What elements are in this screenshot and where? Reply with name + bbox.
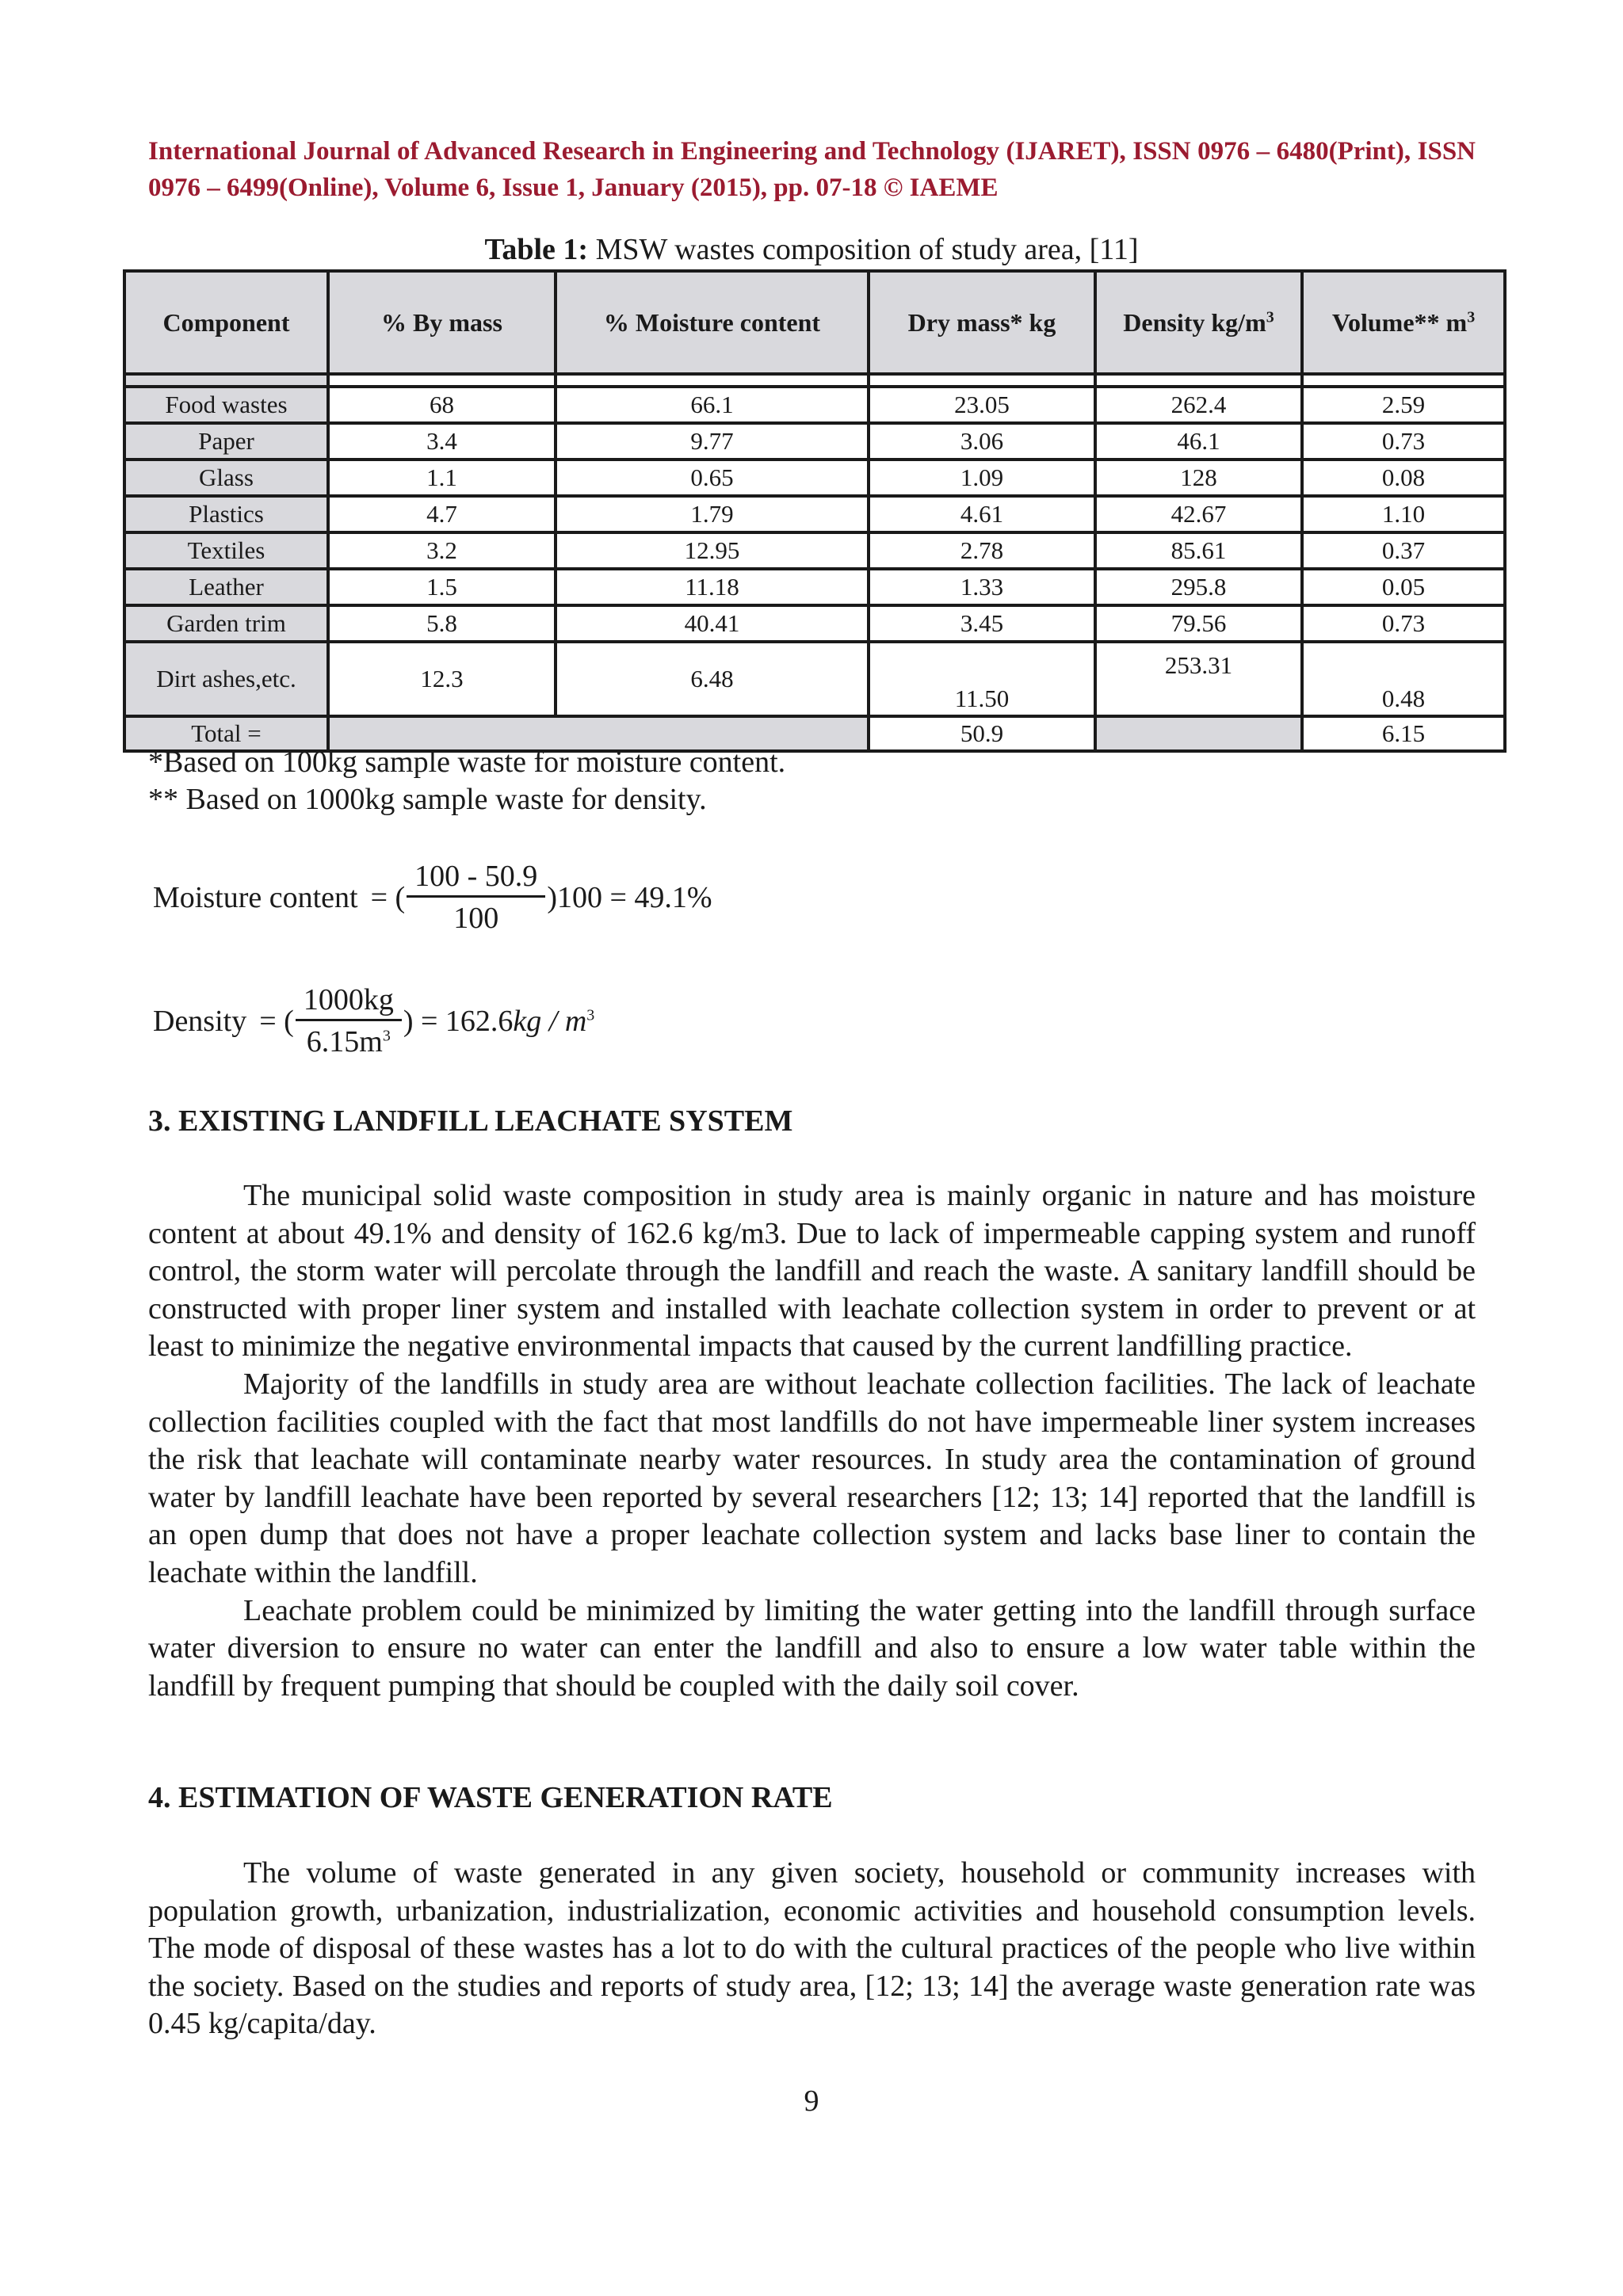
formula-denominator: 100 bbox=[453, 902, 499, 935]
cell-by-mass: 3.2 bbox=[328, 532, 556, 569]
cell-moisture: 12.95 bbox=[556, 532, 869, 569]
total-label: Total = bbox=[124, 716, 328, 751]
formula-denominator: $6.15m^3$ bbox=[306, 1025, 391, 1058]
page-number: 9 bbox=[804, 2084, 819, 2118]
journal-header: International Journal of Advanced Research in Engineering and Technology (IJARET), ISSN 0976 – 6480(Print), ISSN 0976 – 6499(Online), Volume 6, Issue 1, January (2015), pp. 07-18 © IAEME bbox=[148, 137, 1476, 202]
cell-dry-mass: 23.05 bbox=[869, 387, 1095, 423]
table-row bbox=[124, 387, 1505, 423]
table-caption bbox=[0, 231, 1623, 268]
header-dry-mass: Dry mass* kg bbox=[869, 271, 1095, 374]
cell-volume: 0.48 bbox=[1302, 642, 1505, 716]
cell-volume: 0.08 bbox=[1302, 460, 1505, 496]
header-component: Component bbox=[124, 271, 328, 374]
cell-by-mass: 4.7 bbox=[328, 496, 556, 532]
section-4-body bbox=[148, 1855, 1476, 2043]
composition-table bbox=[123, 269, 1507, 753]
paragraph: Majority of the landfills in study area are without leachate collection facilities. The lack of leachate collection facilities coupled with the fact that most landfills do not have impermeable liner system increases the risk that leachate will contaminate nearby water resources. In study area the contamination of ground water by landfill leachate have been reported by several researchers [12; 13; 14] reported that the landfill is an open dump that does not have a proper leachate collection system and lacks base liner to contain the leachate within the landfill. bbox=[148, 1367, 1476, 1589]
total-volume: 6.15 bbox=[1302, 716, 1505, 751]
cell-component: Garden trim bbox=[124, 605, 328, 642]
table-spacer-row bbox=[124, 374, 1505, 387]
table-row bbox=[124, 569, 1505, 605]
table-row bbox=[124, 605, 1505, 642]
cell-by-mass: 1.5 bbox=[328, 569, 556, 605]
cell-density: 79.56 bbox=[1095, 605, 1302, 642]
cell-by-mass: 12.3 bbox=[328, 642, 556, 716]
cell-dry-mass: 1.09 bbox=[869, 460, 1095, 496]
cell-volume: 1.10 bbox=[1302, 496, 1505, 532]
cell-density: 262.4 bbox=[1095, 387, 1302, 423]
formula-rhs: ) = $162.6kg / m^3$ bbox=[403, 1004, 595, 1038]
total-density-empty bbox=[1095, 716, 1302, 751]
paragraph: Leachate problem could be minimized by limiting the water getting into the landfill through surface water diversion to ensure no water can enter the landfill and also to ensure a low water table within the landfill by frequent pumping that should be coupled with the daily soil cover. bbox=[148, 1593, 1476, 1703]
cell-volume: 0.73 bbox=[1302, 605, 1505, 642]
formula-numerator: 1000kg bbox=[296, 982, 402, 1021]
formula-lhs: = ( bbox=[370, 880, 406, 914]
cell-component: Plastics bbox=[124, 496, 328, 532]
cell-by-mass: 5.8 bbox=[328, 605, 556, 642]
cell-moisture: 0.65 bbox=[556, 460, 869, 496]
cell-density: 46.1 bbox=[1095, 423, 1302, 460]
cell-moisture: 1.79 bbox=[556, 496, 869, 532]
cell-by-mass: 1.1 bbox=[328, 460, 556, 496]
cell-dry-mass: 2.78 bbox=[869, 532, 1095, 569]
section-3-body bbox=[148, 1177, 1476, 1705]
total-dry-mass: 50.9 bbox=[869, 716, 1095, 751]
cell-component: Leather bbox=[124, 569, 328, 605]
cell-by-mass: 3.4 bbox=[328, 423, 556, 460]
cell-moisture: 40.41 bbox=[556, 605, 869, 642]
cell-by-mass: 68 bbox=[328, 387, 556, 423]
formula-label: Moisture content bbox=[153, 880, 358, 914]
header-density: Density $kg/m^3$ bbox=[1095, 271, 1302, 374]
table-row bbox=[124, 532, 1505, 569]
cell-dry-mass: 11.50 bbox=[869, 642, 1095, 716]
cell-moisture: 6.48 bbox=[556, 642, 869, 716]
section-3-heading: 3. EXISTING LANDFILL LEACHATE SYSTEM bbox=[148, 1104, 793, 1138]
paragraph: The volume of waste generated in any given society, household or community increases with population growth, urbanization, industrialization, economic activities and household consumption levels. The mode of disposal of these wastes has a lot to do with the cultural practices of the people who live within the society. Based on the studies and reports of study area, [12; 13; 14] the average waste generation rate was 0.45 kg/capita/day. bbox=[148, 1856, 1476, 2041]
header-volume: Volume** $m^3$ bbox=[1302, 271, 1505, 374]
header-moisture: % Moisture content bbox=[556, 271, 869, 374]
table-row bbox=[124, 496, 1505, 532]
cell-density: 295.8 bbox=[1095, 569, 1302, 605]
cell-density: 128 bbox=[1095, 460, 1302, 496]
table-row bbox=[124, 423, 1505, 460]
table-row bbox=[124, 460, 1505, 496]
table-footnote: ** Based on 1000kg sample waste for density. bbox=[148, 783, 707, 816]
cell-volume: 0.73 bbox=[1302, 423, 1505, 460]
moisture-content-formula bbox=[153, 859, 712, 936]
cell-dry-mass: 3.06 bbox=[869, 423, 1095, 460]
cell-component: Textiles bbox=[124, 532, 328, 569]
table-caption-label: Table 1: bbox=[484, 233, 589, 266]
formula-lhs: = ( bbox=[259, 1004, 294, 1038]
formula-label: Density bbox=[153, 1004, 247, 1038]
cell-moisture: 9.77 bbox=[556, 423, 869, 460]
cell-component: Food wastes bbox=[124, 387, 328, 423]
cell-density: 85.61 bbox=[1095, 532, 1302, 569]
cell-dry-mass: 1.33 bbox=[869, 569, 1095, 605]
cell-density: 42.67 bbox=[1095, 496, 1302, 532]
cell-moisture: 11.18 bbox=[556, 569, 869, 605]
table-caption-text: MSW wastes composition of study area, [11] bbox=[588, 233, 1139, 266]
formula-numerator: 100 - 50.9 bbox=[407, 859, 545, 898]
table-footnote: *Based on 100kg sample waste for moisture content. bbox=[148, 746, 786, 779]
header-by-mass: % By mass bbox=[328, 271, 556, 374]
cell-component: Glass bbox=[124, 460, 328, 496]
formula-rhs: )100 = 49.1% bbox=[547, 880, 712, 914]
cell-density: 253.31 bbox=[1095, 642, 1302, 716]
cell-component: Dirt ashes,etc. bbox=[124, 642, 328, 716]
table-row bbox=[124, 642, 1505, 716]
cell-dry-mass: 4.61 bbox=[869, 496, 1095, 532]
formula-fraction bbox=[407, 859, 545, 936]
cell-component: Paper bbox=[124, 423, 328, 460]
section-4-heading: 4. ESTIMATION OF WASTE GENERATION RATE bbox=[148, 1781, 833, 1814]
paragraph: The municipal solid waste composition in study area is mainly organic in nature and has moisture content at about 49.1% and density of 162.6 kg/m3. Due to lack of impermeable capping system and runoff control, the storm water will percolate through the landfill and reach the waste. A sanitary landfill should be constructed with proper liner system and installed with leachate collection system in order to prevent or at least to minimize the negative environmental impacts that caused by the current landfilling practice. bbox=[148, 1179, 1476, 1363]
density-formula bbox=[153, 982, 594, 1059]
cell-volume: 0.05 bbox=[1302, 569, 1505, 605]
table-header-row bbox=[124, 271, 1505, 374]
formula-fraction bbox=[296, 982, 402, 1059]
cell-dry-mass: 3.45 bbox=[869, 605, 1095, 642]
cell-volume: 2.59 bbox=[1302, 387, 1505, 423]
cell-volume: 0.37 bbox=[1302, 532, 1505, 569]
cell-moisture: 66.1 bbox=[556, 387, 869, 423]
